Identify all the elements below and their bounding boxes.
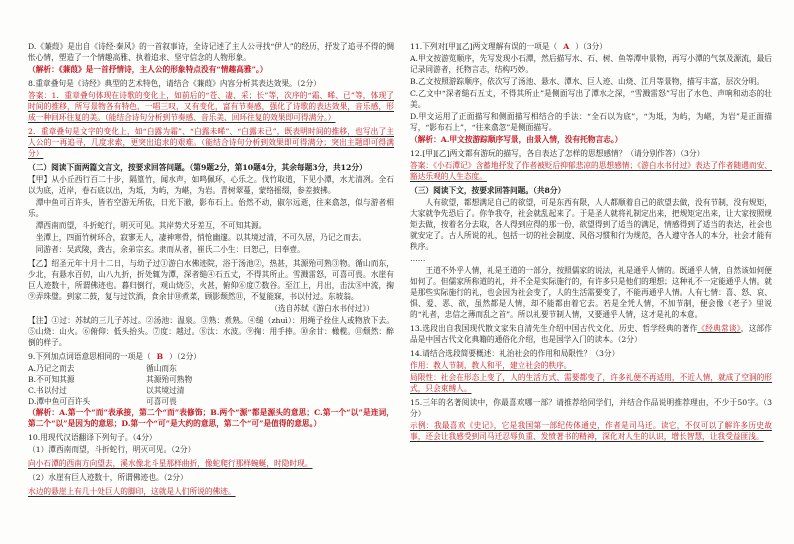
q15-stem: 15.三年的名著阅读中，你最喜欢哪一部？请推荐给同学们，并结合作品说明推荐理由，不少于50字。（3分） [410,398,772,418]
q13-stem-text: 13.选段出自我国现代散文家朱自清先生介绍中国古代文化、历史、哲学经典的著作 [410,324,698,333]
q9-option-c-right: 以其境过清 [146,386,185,395]
q14-answer-function: 作用：教人节制，教人和平，建立社会的秩序。 [410,361,572,370]
q9-option-a-left: A.乃记之而去 [28,364,75,373]
q9-option-c-left: C.书以付过 [28,386,67,395]
passage-yi-source: （选自苏轼《游白水书付过》） [270,304,374,313]
passage-jia-p5: 同游者：吴武陵，龚古，余弟宗玄。隶而从者，崔氏二小生：曰恕己，曰奉壹。 [35,245,305,254]
passage-3-p2: 王道不外乎人情，礼是王道的一部分，按照儒家的说法，礼是通乎人情的。既通乎人情，自然该如何便如何了。但儒家所称道的礼，并不全是实际施行的，有许多只是他们的理想；这种礼不一定能通乎人情。就是那些实际施行的礼，也会因为社会变了，人的生活需要变了，不能再通乎人情。人有七情：喜、怒、哀、惧、爱、恶、欲，虽然都是人情，却不能都由着它去。若是全凭人情，不加节制，便会像《老子》里说的“礼者，忠信之薄而乱之首”。所以礼要节制人情，又要通乎人情，这才是礼的本意。 [410,266,772,319]
passage-jia-p4: 坐潭上，四面竹树环合，寂寥无人，凄神寒骨，悄怆幽邃。以其境过清，不可久居，乃记之而去。 [35,233,367,242]
q11-option-d: D.甲文运用了正面描写和侧面描写相结合的手法：“全石以为底”，“为坻，为屿，为嵁，为岩”是正面描写，“影布石上”，“往来翕忽”是侧面描写。 [410,112,772,132]
passage-3-p1: 人有欲望，都想满足自己的欲望，可是东西有限，人人都顺着自己的欲望去做，没有节制，没有规矩，大家就争先恐后了。你争我夺，社会就乱起来了。于是圣人就将礼制定出来，把规矩定出来，让大家按照规矩去做，按着名分去取，各人得到应得的那一份，欲望得到了适当的满足，情感得到了适当的表达，社会也就安定了。古人所说的礼，包括一切的社会制度、风俗习惯和行为规范，各人遵守各人的本分，社会才能有秩序。 [410,198,772,251]
q12-stem: 12.[甲][乙]两文都有游玩的描写，各自表达了怎样的思想感情？（请分别作答）（3分） [410,149,705,158]
q9-option-b-right: 其源殆可熟物 [146,375,193,384]
q9-option [28,385,394,396]
section-3-heading: （三）阅读下文，按要求回答问题。（共8分） [410,186,566,195]
q7-option-d: D.《蒹葭》是出自《诗经·秦风》的一首叙事诗，全诗记述了主人公寻找“伊人”的经历，抒发了追寻不得的惆怅心情，塑造了一个情趣高雅、执着追求、坚守信念的人物形象。 [28,42,394,62]
q9-option-b-left: B.不可知其源 [28,375,75,384]
q13-answer-fill: 《经典常谈》 [697,324,741,333]
q10-answer-1: 向小石潭的西南方向望去，溪水像北斗星那样曲折，像蛇爬行那样蜿蜒，时隐时现。 [28,459,313,468]
q9-option [28,363,394,374]
q10-sentence-2: （2）水崖有巨人迹数十，所谓佛迹也。（2分） [28,473,188,482]
q9-answer-key: B [156,352,164,361]
q9-stem [28,351,394,362]
q10-stem: 10.用现代汉语翻译下列句子。（4分） [28,433,157,442]
q10-answer-2: 水边的悬崖上有几十处巨人的脚印，这就是人们所说的佛迹。 [28,487,236,496]
q9-stem-score: ）（2分） [169,352,201,361]
passage-3-ellipsis: …… [410,254,426,263]
q13-stem-rest: ，这部作品是中国古代文化典籍的通俗化介绍，也是国学入门的读本。（2分） [410,324,772,344]
q8-stem: 8.重章叠句是《诗经》典型的艺术特色，请结合《蒹葭》内容分析其表达效果。（2分） [28,79,321,88]
q11-option-a: A.甲文按游览顺序，先写发现小石潭，然后描写水、石、树、鱼等潭中景物，再写小潭的气氛及源流，最后记录同游者，托物言志，结构巧妙。 [410,54,772,74]
q13-stem [410,323,772,345]
passage-yi: 【乙】绍圣元年十月十二日，与幼子过①游白水佛迹院，浴于汤池②，热甚，其源殆可熟③物。循山而东，少北，有悬水百仞，山八九折，折处辄为潭，深者缒④石五丈，不得其所止。雪溅雷怒，可喜可畏。水崖有巨人迹数十，所谓佛迹也。暮归倒行，观山烧⑤，火甚，俯仰⑥度⑦数谷。至江上，月出，击汰⑧中流，掬⑨弄珠璧。到家二鼓，复与过饮酒，食余甘⑩煮菜，顾影颓然⑪，不复能寐，书以付过。东坡翁。 [28,259,394,301]
section-2-heading: （二）阅读下面两篇文言文，按要求回答问题。（第9题2分，第10题4分，其余每题3分，共12分） [28,163,367,172]
right-column [410,41,772,531]
q8-answer-1: 答案：1．重章叠句体现在诗歌的变化上，如前后的“苍、凄、采；长”等，次序的“霜、晞、已”等，体现了时间的推移，所写景物各有特色，一唱三叹，又有变化，富有节奏感，强化了诗歌的表达效果，音乐感，形成一种回环往复的美。（能结合诗句分析到节奏感、音乐美、回环往复的效果即可得满分。） [28,91,394,122]
q11-answer-key: A [563,42,570,51]
q11-option-b: B.乙文按照游踪顺序，依次写了汤池、悬水、潭水、巨人迹、山烧、江月等景物，描写丰富，层次分明。 [410,77,765,86]
q9-stem-text: 9.下列加点词语意思相同的一项是（ [28,352,151,361]
q11-explanation: （解析：A.甲文按游踪顺序写景，由景入情，没有托物言志。） [410,135,623,144]
q9-option [28,396,394,407]
q9-option-d-left: D.潭中鱼可百许头 [28,397,91,406]
q11-stem-score: ）（3分） [575,42,607,51]
annotations: 【注】①过：苏轼的三儿子苏过。②汤池：温泉。③熟：煮熟。④缒（zhuì）：用绳子拴住人或物放下去。⑤山烧：山火。⑥俯仰：低头抬头。⑦度：越过。⑧汰：水波。⑨掬：用手捧。⑩余甘：橄榄。⑪颓然：醉倒的样子。 [28,316,394,347]
passage-jia-p3: 潭西南而望，斗折蛇行，明灭可见。其岸势犬牙差互，不可知其源。 [35,221,267,230]
q11-option-c: C.乙文中“深者缒石五丈，不得其所止”是侧面写出了潭水之深，“雪溅雷怒”写出了水色、声响和动态的壮美。 [410,89,772,109]
q9-explanation: （解析：A.第一个“而”表承接，第二个“而”表修饰；B.两个“源”都是源头的意思；C.第一个“以”是连词，第二个“以”是因为的意思；D.第一个“可”是大约的意思，第二个“可”是值得的意思。） [28,408,394,428]
passage-jia-p1: 【甲】从小丘西行百二十步，隔篁竹，闻水声，如鸣佩环，心乐之。伐竹取道，下见小潭，水尤清冽。全石以为底，近岸，卷石底以出，为坻，为屿，为嵁，为岩。青树翠蔓，蒙络摇缀，参差披拂。 [28,175,394,195]
passage-jia-p2: 潭中鱼可百许头，皆若空游无所依，日光下澈，影布石上。佁然不动，俶尔远逝，往来翕忽，似与游者相乐。 [28,198,394,218]
q9-option-a-right: 循山而东 [146,364,177,373]
q8-answer-2: 2．重章叠句是文字的变化上，如“白露为霜”、“白露未晞”、“白露未已”，既表明时间的推移，也写出了主人公的一再追寻，几度求索，更突出追求的艰难。（能结合诗句分析到效果即可得满分；突出主题即可得满分） [28,127,394,158]
q10-sentence-1: （1）潭西南而望，斗折蛇行，明灭可见。（2分） [28,445,196,454]
q12-answer: 答案：《小石潭记》含蓄地抒发了作者被贬后抑郁悲凉的思想感情；《游白水书付过》表达了作者随遇而安、豁达乐观的人生态度。 [410,161,772,181]
q14-answer-limitation: 局限性：社会在形态上变了，人的生活方式、需要都变了，许多礼便不再适用，不近人情，就成了空洞的形式，只会束缚人。 [410,373,772,393]
q7-explanation: （解析：《蒹葭》是一首抒情诗，主人公的形象特点没有“情趣高雅”。） [28,65,268,74]
q9-option-d-right: 可喜可畏 [146,397,177,406]
q9-option [28,374,394,385]
q11-stem-text: 11.下列对[甲][乙]两文理解有误的一项是（ [410,42,558,51]
q14-stem: 14.请结合选段简要概述：礼治社会的作用和局限性？（3分） [410,349,620,358]
q15-answer: 示例：我最喜欢《史记》，它是我国第一部纪传体通史，作者是司马迁。读它，不仅可以了解许多历史故事，还会让我感受到司马迁忍辱负重、发愤著书的精神，深化对人生的认识，增长智慧，让我受益匪浅。 [410,421,772,441]
left-column [28,41,394,531]
q11-stem [410,41,772,52]
